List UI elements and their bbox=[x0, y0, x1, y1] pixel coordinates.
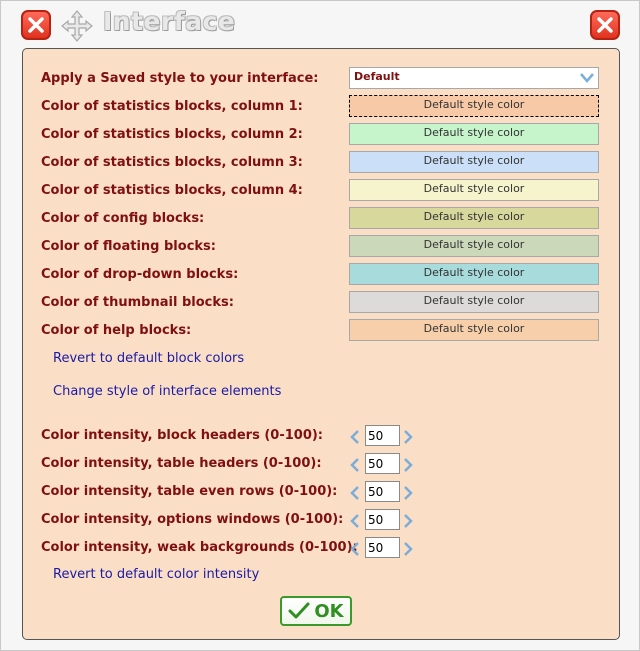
block-color-label: Color of drop-down blocks: bbox=[41, 267, 239, 282]
intensity-label: Color intensity, table even rows (0-100): bbox=[41, 484, 338, 499]
chevron-left-icon[interactable] bbox=[349, 457, 361, 473]
revert-block-colors-link[interactable]: Revert to default block colors bbox=[53, 351, 245, 366]
move-icon[interactable] bbox=[61, 10, 93, 42]
intensity-label: Color intensity, block headers (0-100): bbox=[41, 428, 324, 443]
intensity-input[interactable] bbox=[365, 425, 400, 446]
color-swatch-stats-col4[interactable]: Default style color bbox=[349, 179, 599, 201]
color-swatch-help[interactable]: Default style color bbox=[349, 319, 599, 341]
intensity-stepper-options-windows[interactable] bbox=[349, 509, 417, 531]
intensity-stepper-block-headers[interactable] bbox=[349, 425, 417, 447]
color-swatch-dropdown[interactable]: Default style color bbox=[349, 263, 599, 285]
block-color-label: Color of statistics blocks, column 3: bbox=[41, 155, 303, 170]
close-button-left[interactable] bbox=[21, 10, 51, 40]
block-color-label: Color of statistics blocks, column 2: bbox=[41, 127, 303, 142]
block-color-label: Color of statistics blocks, column 4: bbox=[41, 183, 303, 198]
color-swatch-floating[interactable]: Default style color bbox=[349, 235, 599, 257]
intensity-input[interactable] bbox=[365, 481, 400, 502]
intensity-label: Color intensity, table headers (0-100): bbox=[41, 456, 322, 471]
chevron-down-icon bbox=[579, 71, 595, 85]
chevron-right-icon[interactable] bbox=[402, 457, 414, 473]
ok-button[interactable] bbox=[280, 596, 352, 626]
close-button-right[interactable] bbox=[590, 10, 620, 40]
window-title: Interface bbox=[103, 7, 236, 36]
intensity-stepper-table-even-rows[interactable] bbox=[349, 481, 417, 503]
chevron-right-icon[interactable] bbox=[402, 513, 414, 529]
intensity-stepper-table-headers[interactable] bbox=[349, 453, 417, 475]
color-swatch-config[interactable]: Default style color bbox=[349, 207, 599, 229]
intensity-input[interactable] bbox=[365, 509, 400, 530]
color-swatch-stats-col2[interactable]: Default style color bbox=[349, 123, 599, 145]
change-style-link[interactable]: Change style of interface elements bbox=[53, 384, 282, 399]
chevron-right-icon[interactable] bbox=[402, 485, 414, 501]
chevron-left-icon[interactable] bbox=[349, 513, 361, 529]
chevron-left-icon[interactable] bbox=[349, 541, 361, 557]
close-icon bbox=[596, 16, 614, 34]
saved-style-label: Apply a Saved style to your interface: bbox=[41, 71, 319, 86]
color-swatch-stats-col1[interactable]: Default style color bbox=[349, 95, 599, 117]
intensity-label: Color intensity, weak backgrounds (0-100): bbox=[41, 540, 358, 555]
block-color-label: Color of config blocks: bbox=[41, 211, 205, 226]
block-color-label: Color of help blocks: bbox=[41, 323, 192, 338]
title-bar bbox=[1, 1, 640, 47]
intensity-input[interactable] bbox=[365, 537, 400, 558]
chevron-right-icon[interactable] bbox=[402, 429, 414, 445]
color-swatch-stats-col3[interactable]: Default style color bbox=[349, 151, 599, 173]
checkmark-icon bbox=[288, 601, 310, 621]
intensity-stepper-weak-backgrounds[interactable] bbox=[349, 537, 417, 559]
chevron-right-icon[interactable] bbox=[402, 541, 414, 557]
ok-button-label: OK bbox=[314, 600, 344, 622]
saved-style-value: Default bbox=[354, 70, 400, 83]
revert-intensity-link[interactable]: Revert to default color intensity bbox=[53, 567, 260, 582]
block-color-label: Color of statistics blocks, column 1: bbox=[41, 99, 303, 114]
intensity-input[interactable] bbox=[365, 453, 400, 474]
chevron-left-icon[interactable] bbox=[349, 429, 361, 445]
close-icon bbox=[27, 16, 45, 34]
chevron-left-icon[interactable] bbox=[349, 485, 361, 501]
color-swatch-thumbnail[interactable]: Default style color bbox=[349, 291, 599, 313]
block-color-label: Color of floating blocks: bbox=[41, 239, 216, 254]
saved-style-select[interactable] bbox=[349, 67, 599, 89]
intensity-label: Color intensity, options windows (0-100): bbox=[41, 512, 344, 527]
block-color-label: Color of thumbnail blocks: bbox=[41, 295, 234, 310]
